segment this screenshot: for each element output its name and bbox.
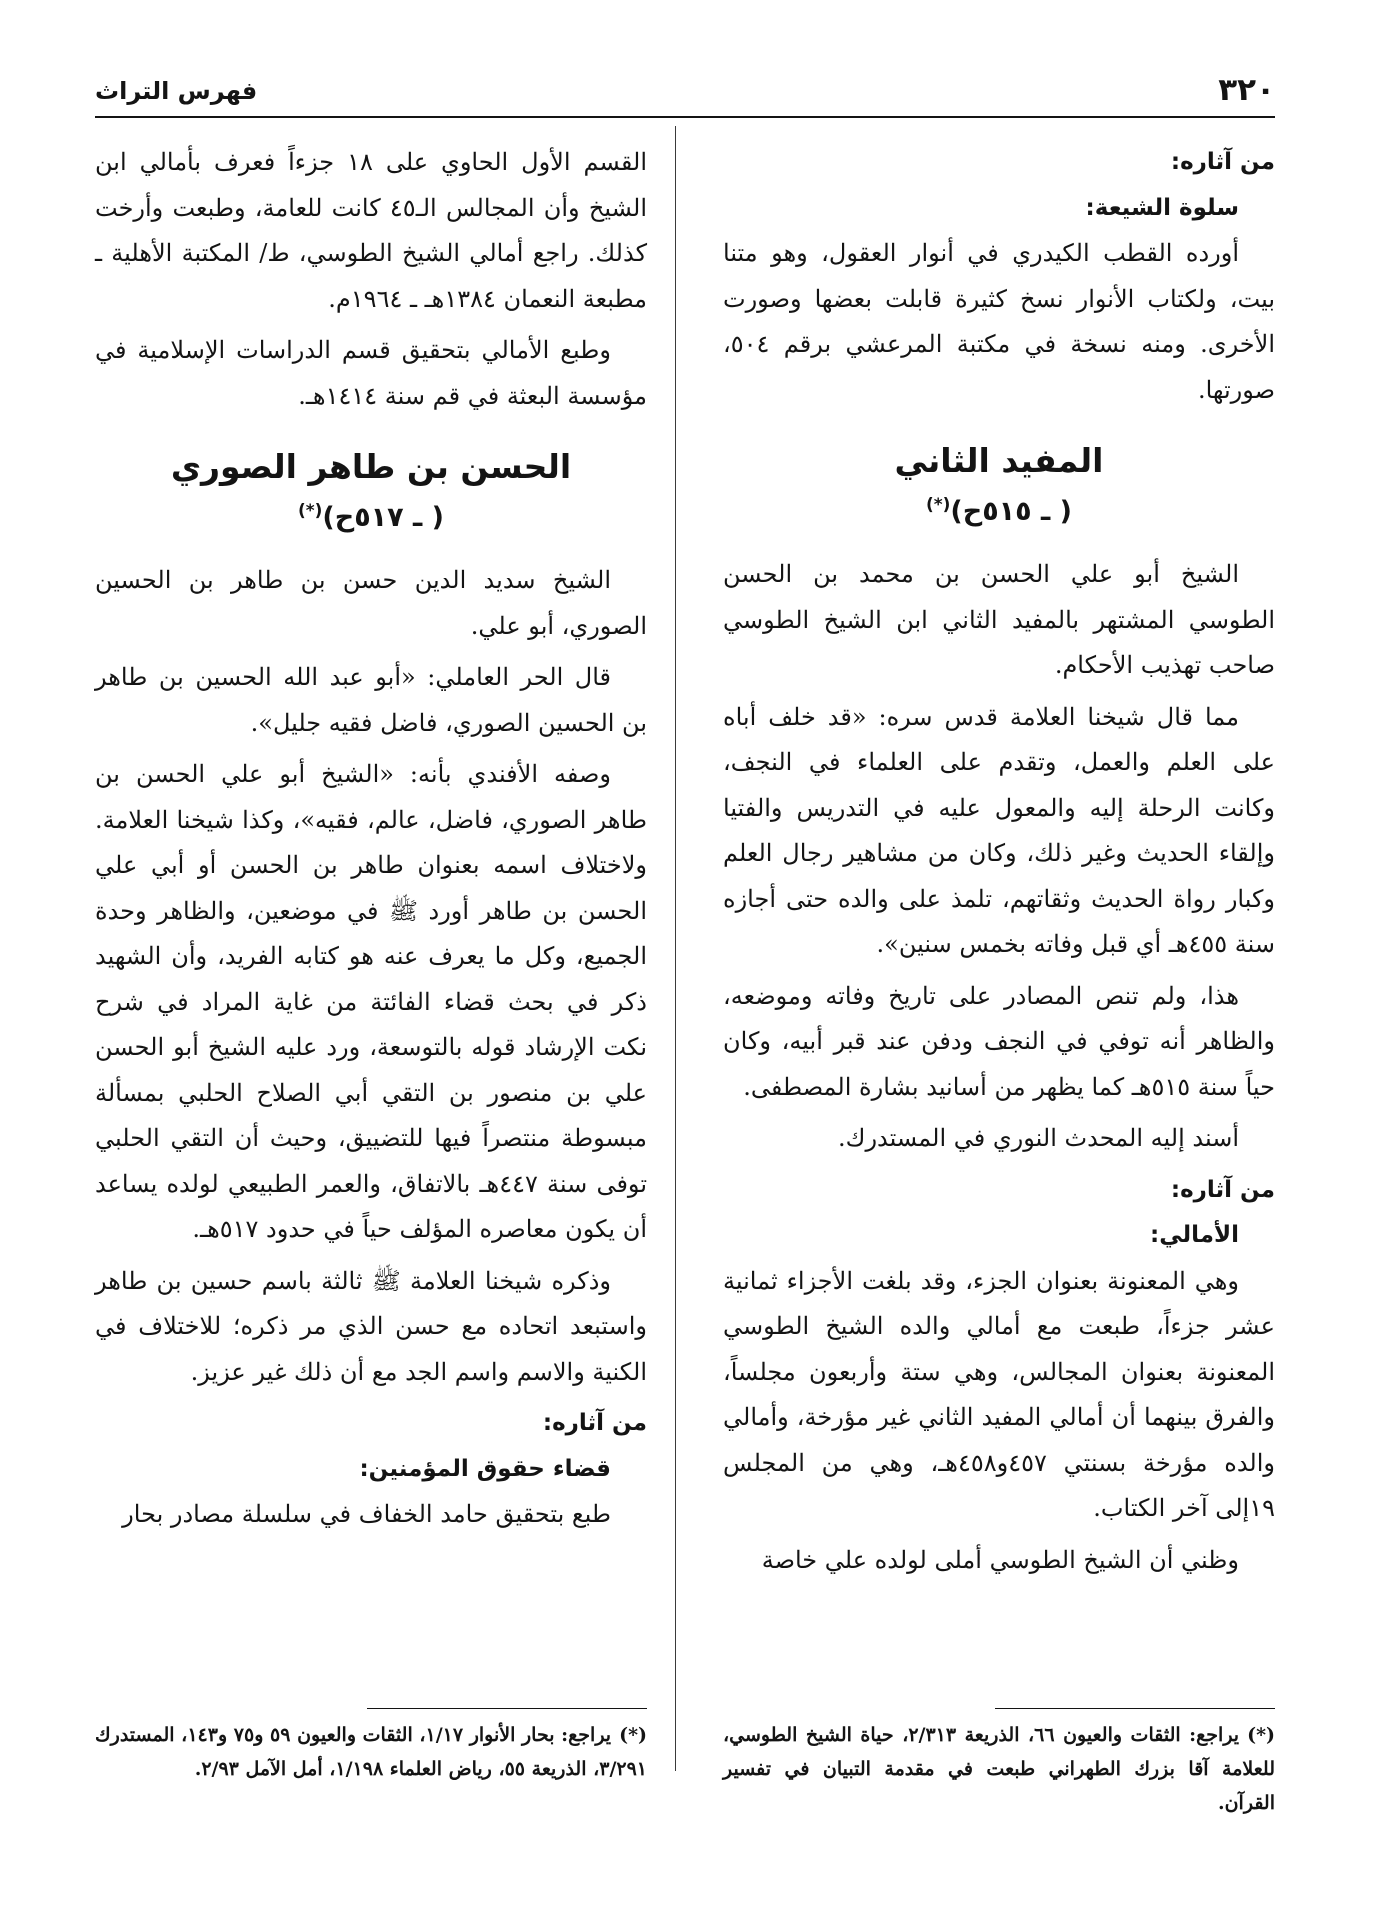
bio-paragraph: وصفه الأفندي بأنه: «الشيخ أبو علي الحسن بن طاهر الصوري، فاضل، عالم، فقيه»، وكذا شيخنا العلامة. ولاختلاف اسمه بعنوان طاهر بن الحسن أو أبي علي الحسن بن طاهر أورد ﷺ في موضعين، والظاهر وحدة الجميع، وكل ما يعرف عنه هو كتابه الفريد، وأن الشهيد ذكر في بحث قضاء الفائتة من غاية المراد في شرح نكت الإرشاد قوله بالتوسعة، ورد عليه الشيخ أبو الحسن علي بن منصور بن التقي أبي الصلاح الحلبي بمسألة مبسوطة منتصراً فيها للتضييق، وحيث أن التقي الحلبي توفى سنة ٤٤٧هـ بالاتفاق، والعمر الطبيعي لولده يساعد أن يكون معاصره المؤلف حياً في حدود ٥١٧هـ. [95, 760, 647, 1243]
entry-dates-text: ( ـ ٥١٥ح) [950, 496, 1073, 527]
continued-paragraph: القسم الأول الحاوي على ١٨ جزءاً فعرف بأمالي ابن الشيخ وأن المجالس الـ٤٥ كانت للعامة، وطبعت وأرخت كذلك. راجع أمالي الشيخ الطوسي، ط/ المكتبة الأهلية ـ مطبعة النعمان ١٣٨٤هـ ـ ١٩٦٤م. [95, 148, 647, 313]
header-rule [95, 116, 1275, 118]
entry-title: المفيد الثاني [894, 441, 1104, 480]
running-title: فهرس التراث [95, 77, 258, 105]
footnote-marker: (*) [619, 1724, 648, 1746]
entry-dates [95, 489, 647, 540]
work-title: الأمالي: [1150, 1222, 1239, 1248]
work-description: وهي المعنونة بعنوان الجزء، وقد بلغت الأجزاء ثمانية عشر جزءاً، طبعت مع أمالي والده الشيخ الطوسي المعنونة بعنوان المجالس، وهي ستة وأربعون مجلساً، والفرق بينهما أن أمالي المفيد الثاني غير مؤرخة، وأمالي والده مؤرخة بسنتي ٤٥٧و٤٥٨هـ، وهي من المجلس ١٩إلى آخر الكتاب. [723, 1266, 1275, 1522]
entry-title: الحسن بن طاهر الصوري [170, 447, 572, 486]
entry-dates [723, 483, 1275, 534]
footnote-mark: (*) [925, 495, 951, 515]
bio-paragraph: الشيخ أبو علي الحسن بن محمد بن الحسن الطوسي المشتهر بالمفيد الثاني ابن الشيخ الطوسي صاحب تهذيب الأحكام. [723, 560, 1275, 679]
bio-paragraph: وذكره شيخنا العلامة ﷺ ثالثة باسم حسين بن طاهر واستبعد اتحاده مع حسن الذي مر ذكره؛ للاختلاف في الكنية والاسم واسم الجد مع أن ذلك غير عزيز. [95, 1266, 647, 1386]
bio-paragraph: مما قال شيخنا العلامة قدس سره: «قد خلف أباه على العلم والعمل، وتقدم على العلماء في النجف، وكانت الرحلة إليه والمعول عليه في التدريس والفتيا وإلقاء الحديث وغير ذلك، وكان من مشاهير رجال العلم وكبار رواة الحديث وثقاتهم، تلمذ على والده حتى أجازه سنة ٤٥٥هـ أي قبل وفاته بخمس سنين». [723, 702, 1275, 958]
bio-paragraph: الشيخ سديد الدين حسن بن طاهر بن الحسين الصوري، أبو علي. [95, 566, 647, 640]
work-description: أورده القطب الكيدري في أنوار العقول، وهو متنا بيت، ولكتاب الأنوار نسخ كثيرة قابلت بعضها وصورت الأخرى. ومنه نسخة في مكتبة المرعشي برقم ٥٠٤، صورتها. [723, 239, 1275, 404]
footnote-marker: (*) [1247, 1724, 1276, 1746]
work-title: قضاء حقوق المؤمنين: [359, 1455, 611, 1482]
bio-paragraph: هذا، ولم تنص المصادر على تاريخ وفاته وموضعه، والظاهر أنه توفي في النجف ودفن عند قبر أبيه، وكان حياً سنة ٥١٥هـ كما يظهر من أسانيد بشارة المصطفى. [723, 981, 1275, 1101]
continued-paragraph: وطبع الأمالي بتحقيق قسم الدراسات الإسلامية في مؤسسة البعثة في قم سنة ١٤١٤هـ. [95, 336, 647, 410]
bio-paragraph: قال الحر العاملي: «أبو عبد الله الحسين بن طاهر بن الحسين الصوري، فاضل فقيه جليل». [95, 663, 647, 737]
work-title: سلوة الشيعة: [1085, 194, 1239, 221]
footnote-mark: (*) [297, 501, 323, 521]
left-column [95, 140, 647, 1544]
footnote [95, 1718, 647, 1786]
works-heading: من آثاره: [1170, 149, 1275, 175]
bio-paragraph: أسند إليه المحدث النوري في المستدرك. [838, 1124, 1239, 1152]
page-number: ٣٢٠ [1218, 72, 1275, 108]
page-header [95, 70, 1275, 116]
footnote-rule [995, 1708, 1275, 1709]
work-description: طبع بتحقيق حامد الخفاف في سلسلة مصادر بحار [122, 1500, 611, 1528]
footnote [723, 1718, 1275, 1820]
column-divider [675, 126, 676, 1771]
right-column [723, 140, 1275, 1589]
works-heading: من آثاره: [1170, 1176, 1275, 1203]
footnote-text: يراجع: بحار الأنوار ١/١٧، الثقات والعيون ٥٩ و٧٥ و١٤٣، المستدرك ٣/٢٩١، الذريعة ٥٥، رياض العلماء ١/١٩٨، أمل الآمل ٢/٩٣. [95, 1724, 647, 1780]
work-description: وظني أن الشيخ الطوسي أملى لولده علي خاصة [761, 1545, 1239, 1574]
document-page [95, 70, 1275, 1870]
footnote-rule [367, 1708, 647, 1709]
entry-dates-text: ( ـ ٥١٧ح) [322, 502, 445, 533]
works-heading: من آثاره: [542, 1410, 647, 1436]
footnote-text: يراجع: الثقات والعيون ٦٦، الذريعة ٢/٣١٣، حياة الشيخ الطوسي، للعلامة آقا بزرك الطهراني طبعت في مقدمة التبيان في تفسير القرآن. [723, 1724, 1275, 1814]
